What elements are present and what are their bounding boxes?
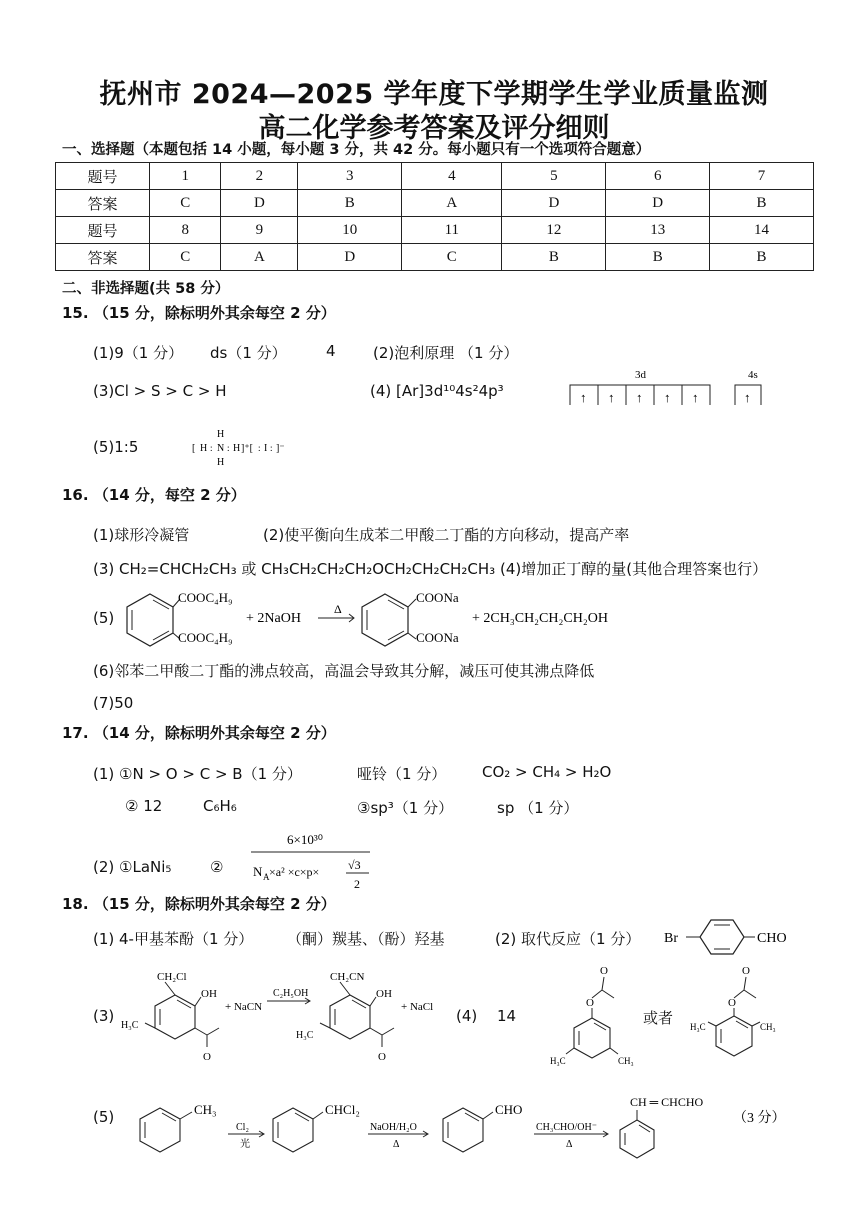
table-cell: 5 [502,163,606,190]
answer-table [55,162,814,271]
table-cell: D [502,190,606,217]
atom-h: H [200,443,208,454]
atom-n: N [217,443,225,454]
ester-group: COOC₄H₉ [178,590,233,605]
q18-answer-2: (2) 取代反应（1 分） [495,930,641,948]
nacn-label: + NaCN [225,1001,263,1013]
heat-symbol: Δ [566,1139,573,1150]
q17-answer-2b: C₆H₆ [203,797,237,815]
table-cell: 3 [298,163,402,190]
product-text: + 2CH₃CH₂CH₂CH₂OH [472,611,608,626]
table-cell: B [502,244,606,271]
q16-answer-1: (1)球形冷凝管 [93,526,190,544]
table-cell: B [710,244,814,271]
table-row [56,190,814,217]
part1-heading: 一、选择题（本题包括 14 小题，每小题 3 分，共 42 分。每小题只有一个选项符合题意） [62,142,651,158]
svg-text:[: [ [192,443,196,454]
q17-answer-4b: ② [210,858,224,876]
ch2cn-label: CH₂CN [330,971,365,983]
h3c-label: H₃C [121,1020,139,1031]
table-cell: 2 [221,163,298,190]
svg-text::: : [270,443,273,453]
carboxylate-group: COONa [416,590,459,605]
ester-group: COOC₄H₉ [178,630,233,645]
q16-heading: 16. （14 分，每空 2 分） [62,486,246,504]
q16-answer-3-text: CH₂=CHCH₂CH₃ 或 CH₃CH₂CH₂CH₂OCH₂CH₂CH₂CH₃ [119,560,496,578]
q16-answer-3-prefix: (3) [93,560,120,578]
q15-answer-5: (5)1:5 [93,438,139,456]
q18-reaction-3 [115,965,445,1065]
cinnamaldehyde-chain: CH ═ CHCHO [630,1095,704,1109]
ethanol-label: C₂H₅OH [273,988,309,999]
table-cell: 12 [502,217,606,244]
o-label: O [600,965,608,977]
arrow-icon: ↑ [692,390,699,405]
formula-den-n: N [253,864,263,879]
q16-answer-4: (4)增加正丁醇的量(其他合理答案也行） [500,560,768,578]
table-cell: 9 [221,217,298,244]
table-cell: B [298,190,402,217]
h3c-label: H₃C [550,1056,566,1066]
table-cell: 7 [710,163,814,190]
o-label: O [203,1051,211,1063]
table-cell: 6 [606,163,710,190]
q18-answer-1: (1) 4-甲基苯酚（1 分） [93,930,254,948]
o-label: O [742,965,750,977]
atom-h: H [217,457,225,468]
table-cell: C [402,244,502,271]
chcl2-label: CHCl₂ [325,1102,360,1117]
ch3-label: CH₃ [618,1056,634,1066]
atom-i: I [264,443,268,454]
table-cell: 4 [402,163,502,190]
o-label: O [378,1051,386,1063]
table-cell: A [221,244,298,271]
arrow-icon: ↑ [608,390,615,405]
q18-heading: 18. （15 分，除标明外其余每空 2 分） [62,895,336,913]
table-cell: D [606,190,710,217]
q17-answer-1c: CO₂ > CH₄ > H₂O [482,763,612,781]
q18-synthesis-route [130,1090,790,1162]
q15-answer-1c: 4 [326,342,336,360]
page-title: 抚州市 2024—2025 学年度下学期学生学业质量监测 [99,79,769,110]
h3c-label: H₃C [690,1022,706,1032]
light-label: 光 [240,1139,250,1150]
orbital-diagram [565,365,770,410]
density-formula [245,826,375,892]
arrow-icon: ↑ [744,390,751,405]
q17-answer-4: (2) ①LaNi₅ [93,858,172,876]
q18-answer-4-label: (4) [456,1007,478,1025]
table-cell: B [710,190,814,217]
q15-answer-4: (4) [Ar]3d¹⁰4s²4p³ [370,382,504,400]
q15-answer-1: (1)9（1 分） [93,344,184,362]
q15-answer-3: (3)Cl > S > C > H [93,382,227,400]
table-cell: 11 [402,217,502,244]
atom-h: H [217,429,225,440]
q18-answer-4-value: 14 [497,1007,517,1025]
table-cell: 1 [150,163,221,190]
ch3-label: CH₃ [194,1102,217,1117]
q17-answer-2: ② 12 [125,797,163,815]
table-cell: 10 [298,217,402,244]
heat-symbol: Δ [334,602,342,616]
formula-sqrt3: √3 [348,858,361,872]
q16-reaction-equation [120,582,640,652]
table-cell: 14 [710,217,814,244]
q17-answer-1: (1) ①N > O > C > B（1 分） [93,765,302,783]
q16-answer-7: (7)50 [93,694,134,712]
table-cell: 8 [150,217,221,244]
table-cell: A [402,190,502,217]
svg-text:]⁻: ]⁻ [276,443,285,454]
carboxylate-group: COONa [416,630,459,645]
table-cell: C [150,244,221,271]
q18-answer-3-label: (3) [93,1007,115,1025]
row-label: 题号 [56,163,150,190]
oh-label: OH [201,988,217,1000]
naoh-text: + 2NaOH [246,611,301,626]
table-row [56,163,814,190]
part2-heading: 二、非选择题(共 58 分） [62,281,230,297]
formula-two: 2 [354,877,360,891]
svg-text::: : [258,443,261,453]
table-cell: D [298,244,402,271]
q18-answer-1b: （酮）羰基、（酚）羟基 [287,930,445,948]
q15-answer-2: (2)泡利原理 （1 分） [373,344,519,362]
bromobenzaldehyde-structure [660,915,800,957]
q15-answer-1b: ds（1 分） [210,344,287,362]
formula-den-body: ×a² ×c×p× [269,865,320,879]
h3c-label: H₃C [296,1030,314,1041]
or-text: 或者 [643,1009,674,1027]
o-label: O [728,997,736,1009]
isomer-structure-2 [690,962,790,1057]
heat-symbol: Δ [393,1139,400,1150]
q16-answer-2: (2)使平衡向生成苯二甲酸二丁酯的方向移动，提高产率 [263,526,630,544]
table-cell: C [150,190,221,217]
nacl-label: + NaCl [401,1001,434,1013]
ch3-label: CH₃ [760,1022,776,1032]
q17-answer-3b: sp （1 分） [497,799,579,817]
orb-3d-label: 3d [635,369,646,381]
formula-numerator: 6×10³⁰ [287,832,323,847]
atom-h: H [233,443,241,454]
q16-answer-5-label: (5) [93,609,115,627]
ch2cl-label: CH₂Cl [157,971,187,983]
table-row [56,244,814,271]
q18-answer-5-points: （3 分） [733,1111,786,1126]
cho-label: CHO [495,1102,523,1117]
page-subtitle: 高二化学参考答案及评分细则 [258,113,610,144]
svg-text:]⁺[: ]⁺[ [241,443,253,454]
o-label: O [586,997,594,1009]
table-row [56,217,814,244]
cho-label: CHO [757,931,787,946]
q17-heading: 17. （14 分，除标明外其余每空 2 分） [62,724,336,742]
row-label: 题号 [56,217,150,244]
table-cell: 13 [606,217,710,244]
arrow-icon: ↑ [636,390,643,405]
arrow-icon: ↑ [664,390,671,405]
q17-answer-3: ③sp³（1 分） [357,799,454,817]
q16-answer-3 [93,558,495,579]
table-cell: D [221,190,298,217]
formula-den-a: A [263,872,270,882]
q17-answer-1b: 哑铃（1 分） [357,765,447,783]
orb-4s-label: 4s [748,369,758,381]
table-cell: B [606,244,710,271]
q16-answer-6: (6)邻苯二甲酸二丁酯的沸点较高，高温会导致其分解，减压可使其沸点降低 [93,662,595,680]
electron-dot-formula [188,425,283,470]
svg-text::: : [227,443,230,453]
acetaldehyde-label: CH₃CHO/OH⁻ [536,1122,597,1133]
cl2-label: Cl₂ [236,1122,249,1133]
q15-heading: 15. （15 分，除标明外其余每空 2 分） [62,304,336,322]
naoh-h2o-label: NaOH/H₂O [370,1122,417,1133]
isomer-structure-1 [550,962,642,1067]
svg-text::: : [210,443,213,453]
br-label: Br [664,931,678,946]
oh-label: OH [376,988,392,1000]
arrow-icon: ↑ [580,390,587,405]
q18-answer-5-label: (5) [93,1108,115,1126]
row-label: 答案 [56,190,150,217]
row-label: 答案 [56,244,150,271]
